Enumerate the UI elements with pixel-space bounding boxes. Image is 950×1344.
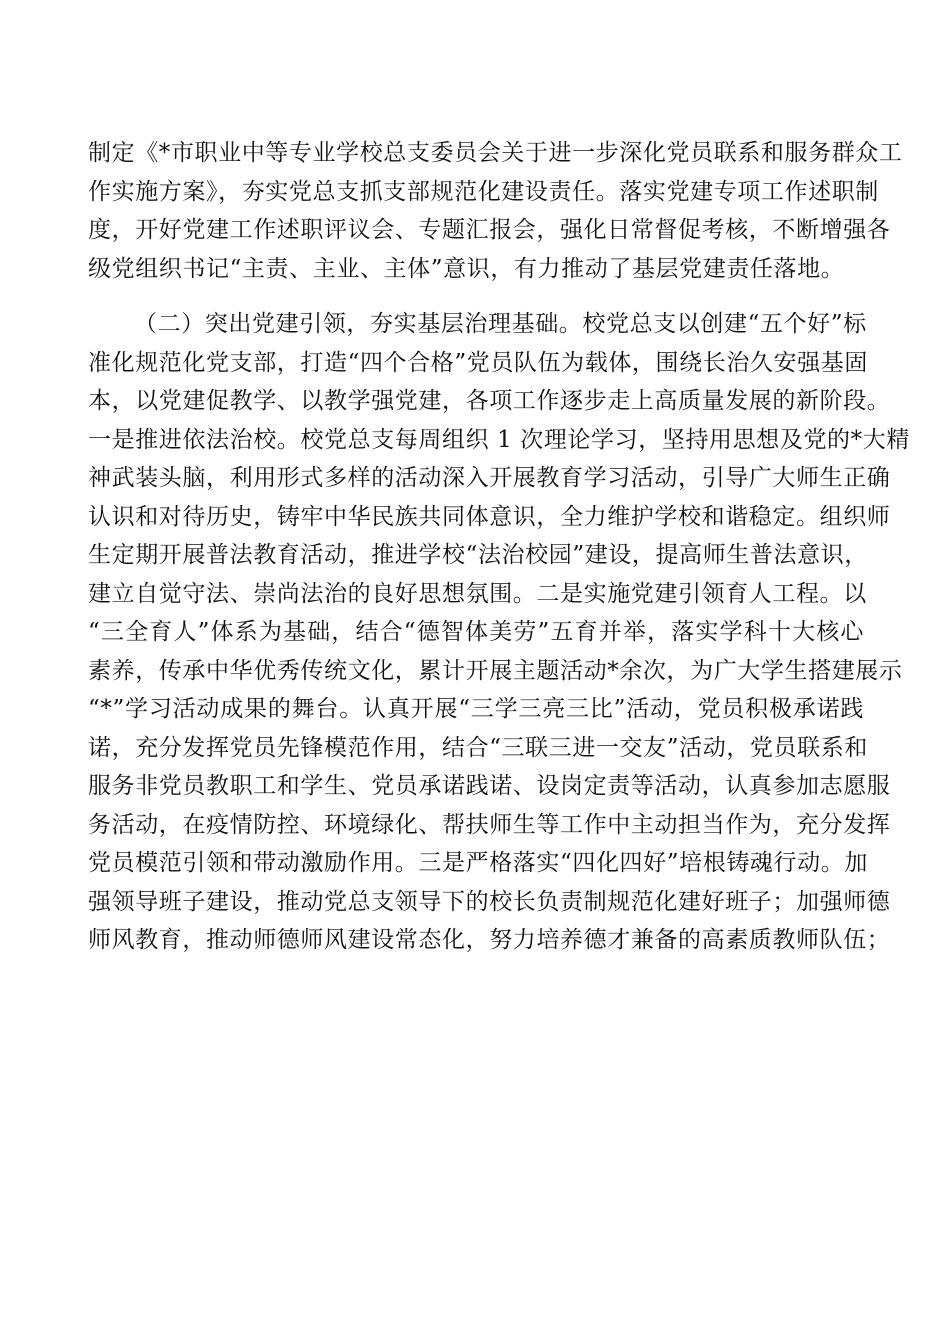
text-line: 本，以党建促教学、以教学强党建，各项工作逐步走上高质量发展的新阶段。	[88, 388, 891, 414]
paragraph-spacer	[88, 288, 864, 305]
text-line: 作实施方案》，夯实党总支抓支部规范化建设责任。落实党建专项工作述职制	[88, 178, 879, 205]
text-line: 务活动，在疫情防控、环境绿化、帮扶师生等工作中主动担当作为，充分发挥	[88, 811, 891, 838]
text-line: 素养，传承中华优秀传统文化，累计开展主题活动*余次，为广大学生搭建展示	[88, 657, 903, 684]
text-line: 准化规范化党支部，打造“四个合格”党员队伍为载体，围绕长治久安强基固	[88, 349, 868, 376]
text-line: 认识和对待历史，铸牢中华民族共同体意识，全力维护学校和谐稳定。组织师	[88, 503, 891, 530]
text-line: 诺，充分发挥党员先锋模范作用，结合“三联三进一交友”活动，党员联系和	[88, 734, 868, 761]
text-line: 级党组织书记“主责、主业、主体”意识，有力推动了基层党建责任落地。	[88, 255, 845, 282]
text-line: “三全育人”体系为基础，结合“德智体美劳”五育并举，落实学科十大核心	[88, 619, 864, 645]
text-line: “*”学习活动成果的舞台。认真开展“三学三亮三比”活动，党员积极承诺践	[88, 696, 864, 722]
text-line: 服务非党员教职工和学生、党员承诺践诺、设岗定责等活动，认真参加志愿服	[88, 773, 891, 799]
text-line: 一是推进依法治校。校党总支每周组织 1 次理论学习，坚持用思想及党的*大精	[88, 426, 910, 453]
text-line: 度，开好党建工作述职评议会、专题汇报会，强化日常督促考核，不断增强各	[88, 217, 891, 243]
text-line: 师风教育，推动师德师风建设常态化，努力培养德才兼备的高素质教师队伍；	[88, 927, 891, 953]
text-line: 强领导班子建设，推动党总支领导下的校长负责制规范化建好班子；加强师德	[88, 888, 891, 915]
document-body	[88, 134, 910, 960]
text-line: 党员模范引领和带动激励作用。三是严格落实“四化四好”培根铸魂行动。加	[88, 850, 868, 876]
text-line: 建立自觉守法、崇尚法治的良好思想氛围。二是实施党建引领育人工程。以	[88, 580, 867, 607]
text-line: 神武装头脑，利用形式多样的活动深入开展教育学习活动，引导广大师生正确	[88, 465, 891, 491]
text-line: 生定期开展普法教育活动，推进学校“法治校园”建设，提高师生普法意识，	[88, 542, 868, 568]
text-line: 制定《*市职业中等专业学校总支委员会关于进一步深化党员联系和服务群众工	[88, 140, 903, 166]
paragraph-heading-line: （二）突出党建引领，夯实基层治理基础。校党总支以创建“五个好”标	[134, 311, 867, 337]
